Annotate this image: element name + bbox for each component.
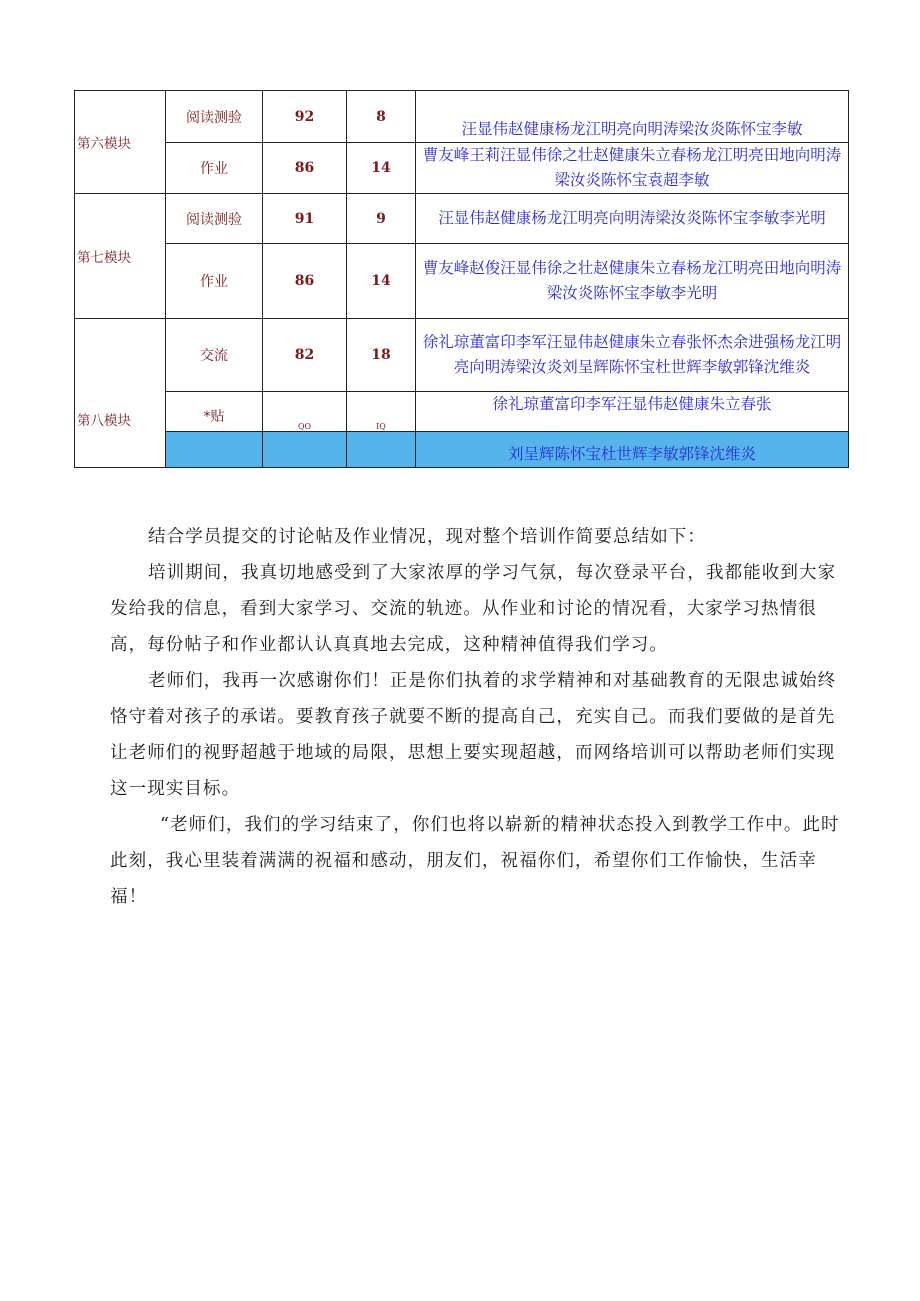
paragraph: 培训期间，我真切地感受到了大家浓厚的学习气氛，每次登录平台，我都能收到大家发给我的信息，看到大家学习、交流的轨迹。从作业和讨论的情况看，大家学习热情很高，每份帖子和作业都认认真真地去完成，这种精神值得我们学习。 bbox=[110, 563, 837, 655]
activity-cell: 作业 bbox=[166, 143, 263, 194]
count-cell: 86 bbox=[263, 143, 347, 194]
table-row bbox=[75, 244, 849, 319]
activity-cell: 阅读测验 bbox=[166, 91, 263, 143]
module-label: 第六模块 bbox=[75, 91, 166, 194]
count-cell: 8 bbox=[347, 91, 416, 143]
count-cell: 18 bbox=[347, 319, 416, 392]
module-label: 第八模块 bbox=[75, 319, 166, 468]
activity-cell: *贴 bbox=[166, 392, 263, 432]
table-row bbox=[75, 319, 849, 392]
names-cell: 刘呈辉陈怀宝杜世辉李敏郭锋沈维炎 bbox=[416, 432, 849, 468]
names-cell: 曹友峰王莉汪显伟徐之壮赵健康朱立春杨龙江明亮田地向明涛梁汝炎陈怀宝袁超李敏 bbox=[416, 143, 849, 194]
paragraph: 老师们，我再一次感谢你们！正是你们执着的求学精神和对基础教育的无限忠诚始终恪守着对孩子的承诺。要教育孩子就要不断的提高自己，充实自己。而我们要做的是首先让老师们的视野超越于地域的局限，思想上要实现超越，而网络培训可以帮助老师们实现这一现实目标。 bbox=[110, 671, 837, 799]
paragraph: 结合学员提交的讨论帖及作业情况，现对整个培训作简要总结如下： bbox=[148, 527, 706, 547]
activity-cell: 交流 bbox=[166, 319, 263, 392]
activity-cell: 阅读测验 bbox=[166, 194, 263, 244]
count-cell: 9 bbox=[347, 194, 416, 244]
count-cell: IQ bbox=[347, 392, 416, 432]
names-cell: 徐礼琼董富印李军汪显伟赵健康朱立春张怀杰余进强杨龙江明亮向明涛梁汝炎刘呈辉陈怀宝杜世辉李敏郭锋沈维炎 bbox=[416, 319, 849, 392]
activity-cell: 作业 bbox=[166, 244, 263, 319]
empty-cell bbox=[347, 432, 416, 468]
table-row bbox=[75, 392, 849, 432]
count-cell: 92 bbox=[263, 91, 347, 143]
summary-text bbox=[110, 519, 850, 915]
table-row bbox=[75, 194, 849, 244]
count-cell: QO bbox=[263, 392, 347, 432]
table-row bbox=[75, 91, 849, 143]
paragraph: “老师们，我们的学习结束了，你们也将以崭新的精神状态投入到教学工作中。此时此刻，我心里装着满满的祝福和感动，朋友们，祝福你们，希望你们工作愉快，生活幸福！ bbox=[110, 815, 840, 907]
count-cell: 14 bbox=[347, 143, 416, 194]
names-cell: 汪显伟赵健康杨龙江明亮向明涛梁汝炎陈怀宝李敏 bbox=[416, 91, 849, 143]
names-cell: 曹友峰赵俊汪显伟徐之壮赵健康朱立春杨龙江明亮田地向明涛梁汝炎陈怀宝李敏李光明 bbox=[416, 244, 849, 319]
participation-table bbox=[74, 90, 849, 468]
names-cell: 汪显伟赵健康杨龙江明亮向明涛梁汝炎陈怀宝李敏李光明 bbox=[416, 194, 849, 244]
empty-cell bbox=[263, 432, 347, 468]
table-row bbox=[75, 432, 849, 468]
module-label: 第七模块 bbox=[75, 194, 166, 319]
count-cell: 82 bbox=[263, 319, 347, 392]
empty-cell bbox=[166, 432, 263, 468]
names-cell: 徐礼琼董富印李军汪显伟赵健康朱立春张 bbox=[416, 392, 849, 432]
table-row bbox=[75, 143, 849, 194]
count-cell: 14 bbox=[347, 244, 416, 319]
count-cell: 86 bbox=[263, 244, 347, 319]
count-cell: 91 bbox=[263, 194, 347, 244]
